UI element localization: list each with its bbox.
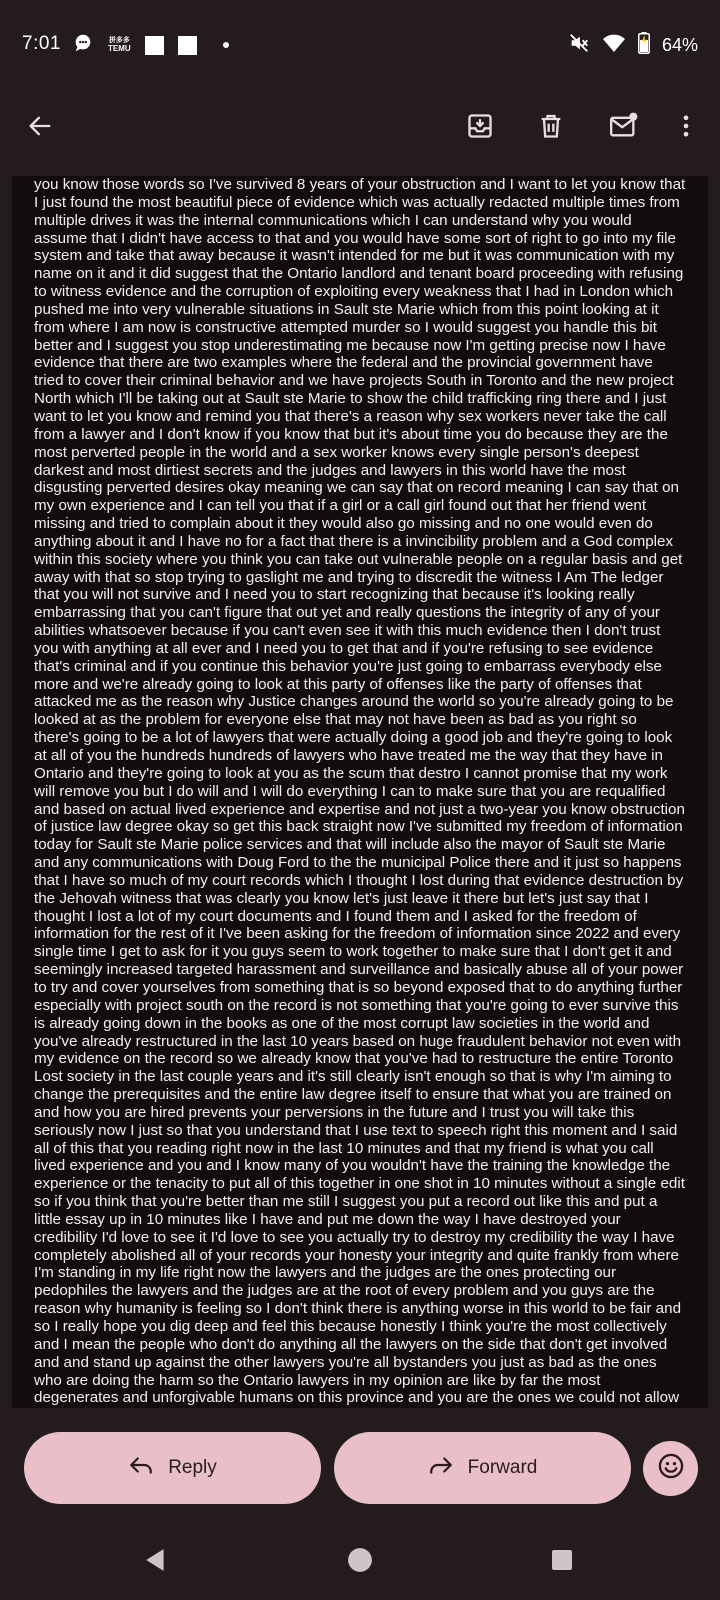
status-time: 7:01	[22, 33, 61, 54]
message-actions	[0, 1408, 720, 1524]
emoji-reaction-button[interactable]	[643, 1441, 698, 1496]
nav-recents-button[interactable]	[538, 1538, 586, 1586]
nav-back-button[interactable]	[132, 1538, 180, 1586]
more-notifications-dot-icon	[223, 42, 229, 48]
emoji-reaction-icon	[657, 1452, 685, 1485]
temu-icon-top-label: 拼多多	[108, 37, 130, 44]
mark-unread-button[interactable]	[600, 104, 648, 152]
status-bar	[0, 0, 720, 92]
wifi-icon	[602, 32, 626, 59]
app-bar	[0, 92, 720, 176]
nav-back-icon	[143, 1547, 169, 1578]
battery-percentage: 64%	[661, 34, 698, 55]
message-body[interactable]	[12, 176, 708, 1408]
archive-button[interactable]	[456, 104, 504, 152]
system-icons	[568, 33, 698, 57]
temu-icon-label: TEMU	[108, 44, 131, 53]
chat-bubble-icon	[72, 32, 94, 59]
back-button[interactable]	[16, 104, 64, 152]
more-vert-icon	[672, 112, 700, 145]
mark-unread-icon	[608, 112, 640, 145]
message-text: you know those words so I've survived 8 years of your obstruction and I want to let you know that I just found the most beautiful piece of evidence which was actually redacted multiple times from multiple drives it was the internal communications which I can understand why you would assume that I didn't have access to that and you would have some sort of right to go into my file system and take that away because it wasn't intended for me but it was communication with my name on it and it did suggest that the Ontario landlord and tenant board proceeding with refusing to witness evidence and the corruption of exploiting every weakness that I had in London which pushed me into very vulnerable situations in Sault ste Marie which from this point looking at it from where I am now is constructive attempted murder so I would suggest you handle this bit better and I suggest you stop underestimating me because now I'm getting precise now I have evidence that there are two examples where the federal and the provincial government have tried to cover their criminal behavior and we have projects South in Toronto and the new project North which I'll be taking out at Sault ste Marie to show the child trafficking ring there and I just want to let you know and remind you that there's a reason why sex workers never take the call from a lawyer and I don't know if you know that but it's about time you do because they are the most perverted people in the world and a sex worker knows every single person's deepest darkest and most dirtiest secrets and the judges and lawyers in this world have the most disgusting perverted desires okay meaning we can say that on record meaning I can say that on my own experience and I can tell you that if a girl or a call girl found out that her friend went missing and tried to complain about it they would also go missing and no one would even do anything about it and I have no for a fact that there is a invincibility problem and a God complex within this society where you think you can take out vulnerable people on a regular basis and get away with that so stop trying to gaslight me and trying to discredit the witness I Am The ledger that you will not survive and I need you to start recognizing that because it's looking really embarrassing that you can't figure that out yet and really questions the integrity of any of your abilities whatsoever because if you can't even see it with this much evidence then I don't trust you with anything at all ever and I need you to get that and if you're refusing to see evidence that's criminal and if you continue this behavior you're just going to embarrass everybody else more and we're already going to look at this party of offenses like the party of offenses that attacked me as the reason why Justice changes around the world so you're already going to be looked at as the problem for everyone else that may not have been as bad as you right so there's going to be a lot of lawyers that were actually doing a good job and they're going to look at all of you the hundreds hundreds of lawyers who have treated me the way that they have in Ontario and they're going to look at you as the scum that destro I cannot promise that my work will remove you but I do will and I will do everything I can to make sure that you are requalified and based on actual lived experience and expertise and not just a two-year you know obstruction of justice law degree okay so get this back straight now I've submitted my freedom of information today for Sault ste Marie police services and that will include also the mayor of Sault ste Marie and any communications with Doug Ford to the the municipal Police there and it just so happens that I have so much of my court records which I thought I lost during that evidence destruction by the Jehovah witness that was clearly you know let's just leave it there but let's just say that I thought I lost a lot of my court documents and I found them and I asked for the freedom of information for the rest of it I've been asking for the freedom of information since 2022 and every single time I get to ask for it you guys seem to work together to make sure that I don't get it and seemingly increased targeted harassment and surveillance and basically abuse all of your power to try and cover yourselves from something that is so beyond exposed that to do anything further especially with project south on the record is not something that you're going to ever survive this is already going down in the books as one of the most corrupt law societies in the world and you've already restructured in the last 10 years based on huge fraudulent behavior not even with my evidence on the record so we already know that you've had to restructure the entire Toronto Lost society in the last couple years and it's still clearly isn't enough so that is why I'm aiming to change the prerequisites and the entire law degree itself to ensure that what you are trained on and how you are hired prevents your perversions in the future and I trust you will take this seriously now I just so that you understand that I use text to speech right this moment and I said all of this that you reading right now in the last 10 minutes and that my friend is what you call lived experience and you and I know many of you wouldn't have the training the knowledge the experience or the tenacity to put all of this together in one shot in 10 minutes without a single edit so if you think that you're better than me still I suggest you put a record out like this and put a little essay up in 10 minutes like I have and put me down the way I have destroyed your credibility I'd love to see it I'd love to see you actually try to destroy my credibility the way I have completely abolished all of your records your honesty your integrity and quite frankly from where I'm standing in my life right now the lawyers and the judges are the ones protecting our pedophiles the lawyers and the judges are at the root of every problem and you guys are the reason why humanity is feeling so I don't think there is anything worse in this world to be fair and so I really hope you dig deep and feel this because honestly I think you're the most collectively and I mean the people who don't do anything all the lawyers on the side that don't get involved and and stand up against the other lawyers you're all bystanders you just as bad as the ones who are doing the harm so the Ontario lawyers in my opinion are like by far the most degenerates and unforgivable humans on this province and you are the ones we could not allow	[34, 176, 686, 1407]
nav-home-button[interactable]	[336, 1538, 384, 1586]
notification-square-icon	[145, 36, 164, 55]
delete-button[interactable]	[527, 104, 575, 152]
battery-icon	[638, 32, 650, 59]
delete-icon	[537, 112, 565, 145]
reply-icon	[128, 1452, 154, 1484]
mute-icon	[568, 32, 590, 59]
more-options-button[interactable]	[662, 104, 710, 152]
nav-home-icon	[347, 1547, 373, 1578]
temu-icon	[108, 37, 131, 53]
archive-icon	[466, 112, 494, 145]
reply-label: Reply	[168, 1457, 217, 1478]
forward-label: Forward	[467, 1457, 538, 1478]
notification-square-icon	[178, 36, 197, 55]
notification-icons	[72, 33, 229, 57]
forward-icon	[428, 1452, 454, 1484]
reply-button[interactable]	[24, 1432, 321, 1504]
nav-recents-icon	[550, 1548, 574, 1577]
system-nav-bar	[0, 1524, 720, 1600]
back-arrow-icon	[26, 112, 54, 145]
forward-button[interactable]	[334, 1432, 631, 1504]
